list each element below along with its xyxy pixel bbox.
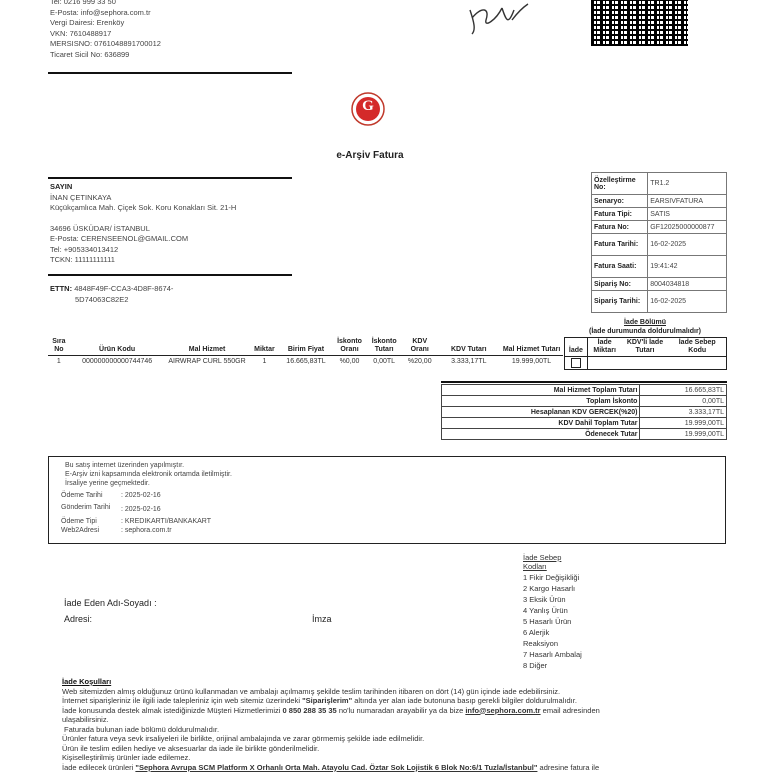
meta-row [592,195,727,208]
totals-table [441,384,727,440]
note-value: : 2025-02-16 [121,503,161,514]
note-key: Ödeme Tarihi [61,491,121,500]
condition-line: Web sitemizden almış olduğunuz ürünü kullanmadan ve ambalajı açılmamış şekilde teslim tarihinden itibaren on dört (14) gün içinde iade edebilirsiniz. [62,687,726,697]
condition-line [62,696,726,706]
col-header: İskonto Tutarı [366,337,402,356]
condition-line: ulaşabilirsiniz. [62,715,726,725]
seller-tel: Tel: 0216 999 33 50 [50,0,250,8]
total-row [442,429,727,440]
reason-item: 2 Kargo Hasarlı [523,583,613,594]
items-header-row [48,337,563,356]
iade-amount-cell[interactable] [621,357,668,370]
seller-tax-office: Vergi Dairesi: Erenköy [50,18,250,29]
note-line: E-Arşiv izni kapsamında elektronik ortamda iletilmiştir. [65,470,365,479]
reasons-title: İade Sebep [523,552,613,563]
condition-line [62,706,726,716]
tax-authority-logo [351,83,385,135]
items-table [48,337,563,367]
iade-col-header: KDV'li İade Tutarı [621,338,668,357]
col-header: Miktar [250,337,280,356]
condition-text: adresine fatura ile [537,763,599,772]
reasons-title-2: Kodları [523,561,613,572]
buyer-tel: Tel: +905334013412 [50,245,290,256]
iade-row [565,357,727,370]
return-signature-label: İmza [312,614,332,624]
cell-name: AIRWRAP CURL 550GR [164,356,249,368]
reason-item: 7 Hasarlı Ambalaj [523,649,613,660]
total-label: Hesaplanan KDV GERCEK(%20) [442,407,640,418]
note-line: İrsaliye yerine geçmektedir. [65,479,365,488]
note-value: : KREDIKARTI/BANKAKART [121,517,211,526]
seller-email: E-Posta: info@sephora.com.tr [50,8,250,19]
total-label: Mal Hizmet Toplam Tutarı [442,385,640,396]
total-value: 19.999,00TL [640,429,727,440]
total-label: Toplam İskonto [442,396,640,407]
meta-row [592,234,727,256]
meta-value: 16-02-2025 [648,291,727,313]
buyer-top-rule [48,177,292,179]
col-header: KDV Tutarı [437,337,500,356]
note-key: Gönderim Tarihi [61,503,121,514]
note-line: Bu satış internet üzerinden yapılmıştır. [65,461,365,470]
iade-qty-cell[interactable] [587,357,621,370]
buyer-heading: SAYIN [50,182,290,193]
meta-row [592,221,727,234]
meta-row [592,256,727,278]
total-value: 19.999,00TL [640,418,727,429]
condition-line: Ürünler fatura veya sevk irsaliyeleri ile birlikte, orijinal ambalajında ve zarar görmemiş şekilde iade edilmelidir. [62,734,726,744]
invoice-meta-table [591,172,727,313]
reason-item: 5 Hasarlı Ürün [523,616,613,627]
meta-value: 16-02-2025 [648,234,727,256]
return-conditions [62,677,726,772]
cell-unit-price: 16.665,83TL [279,356,332,368]
seller-trade-reg: Ticaret Sicil No: 636899 [50,50,250,61]
qr-code-image [591,0,688,46]
total-label: KDV Dahil Toplam Tutar [442,418,640,429]
note-value: : 2025-02-16 [121,491,161,500]
reason-item: 4 Yanlış Ürün [523,605,613,616]
cell-discount-rate: %0,00 [333,356,367,368]
col-header: KDV Oranı [402,337,438,356]
note-value: : sephora.com.tr [121,526,172,535]
col-header: Sıra No [48,337,70,356]
total-label: Ödenecek Tutar [442,429,640,440]
col-header: İskonto Oranı [333,337,367,356]
ettn-label: ETTN: [50,284,72,293]
logo-letter: G [351,98,385,115]
total-row [442,385,727,396]
condition-line: Kişiselleştirilmiş ürünler iade edilemez. [62,753,726,763]
meta-key: Fatura Saati: [592,256,648,278]
ettn-value-1: 4848F49F-CCA3-4D8F-8674- [74,284,173,293]
condition-text: İade edilecek ürünleri [62,763,135,772]
cell-discount-amount: 0,00TL [366,356,402,368]
iade-section-title: İade Bölümü [600,318,690,327]
seller-vkn: VKN: 7610488917 [50,29,250,40]
meta-value: TR1.2 [648,173,727,195]
cell-vat-rate: %20,00 [402,356,438,368]
return-reasons [523,552,613,671]
total-value: 0,00TL [640,396,727,407]
iade-section-subtitle: (İade durumunda doldurulmalıdır) [560,327,730,336]
email-link[interactable]: info@sephora.com.tr [465,706,540,715]
iade-col-header: İade [565,338,588,357]
col-header: Birim Fiyat [279,337,332,356]
document-title: e-Arşiv Fatura [295,150,445,161]
reason-item: 3 Eksik Ürün [523,594,613,605]
reason-item: 8 Diğer [523,660,613,671]
buyer-info [50,182,290,266]
condition-text: İade konusunda destek almak istediğinizde Müşteri Hizmetlerimizi [62,706,283,715]
meta-row [592,291,727,313]
total-row [442,407,727,418]
condition-line: Faturada bulunan iade bölümü doldurulmalıdır. [62,725,726,735]
cell-qty: 1 [250,356,280,368]
seller-mersis: MERSISNO: 0761048891700012 [50,39,250,50]
total-row [442,418,727,429]
buyer-address: Küçükçamlıca Mah. Çiçek Sok. Koru Konakları Sit. 21-H [50,203,290,214]
buyer-tckn: TCKN: 11111111111 [50,255,290,266]
meta-value: 19:41:42 [648,256,727,278]
iade-checkbox[interactable] [571,358,581,368]
cell-code: 000000000000744746 [70,356,165,368]
total-value: 3.333,17TL [640,407,727,418]
return-address: "Sephora Avrupa SCM Platform X Orhanlı Orta Mah. Atayolu Cad. Öztar Sok Lojistik 6 Blok No:6/1 Tuzla/İstanbul" [135,763,537,772]
buyer-name: İNAN ÇETINKAYA [50,193,290,204]
ettn-value-2: 5D74063C82E2 [50,295,128,304]
cell-total: 19.999,00TL [500,356,563,368]
note-key: Ödeme Tipi [61,517,121,526]
condition-emphasis: "Siparişlerim" [302,696,352,705]
cell-vat-amount: 3.333,17TL [437,356,500,368]
meta-key: Senaryo: [592,195,648,208]
iade-col-header: İade Sebep Kodu [668,338,726,357]
return-name-label: İade Eden Adı-Soyadı : [64,598,157,608]
condition-line [62,763,726,772]
meta-key: Özelleştirme No: [592,173,648,195]
col-header: Mal Hizmet Tutarı [500,337,563,356]
iade-header-row [565,338,727,357]
meta-key: Fatura No: [592,221,648,234]
signature-image [462,0,532,38]
iade-table [564,337,727,370]
meta-value: GF12025000000877 [648,221,727,234]
condition-line: Ürün ile teslim edilen hediye ve aksesuarlar da iade ile birlikte gönderilmelidir. [62,744,726,754]
buyer-bottom-rule [48,274,292,276]
note-key: Web2Adresi [61,526,121,535]
col-header: Ürün Kodu [70,337,165,356]
condition-text: altında yer alan iade butonuna basıp gerekli bilgiler doldurulmalıdır. [352,696,577,705]
meta-key: Fatura Tipi: [592,208,648,221]
meta-row [592,208,727,221]
total-row [442,396,727,407]
reason-item: 1 Fikir Değişikliği [523,572,613,583]
meta-row [592,278,727,291]
col-header: Mal Hizmet [164,337,249,356]
seller-info [50,0,250,60]
notes-box [48,456,726,544]
ettn [50,284,280,305]
condition-text: İnternet siparişleriniz ile ilgili iade talepleriniz için web sitemiz üzerindeki [62,696,302,705]
return-address-label: Adresi: [64,614,92,624]
conditions-title: İade Koşulları [62,677,726,687]
meta-key: Fatura Tarihi: [592,234,648,256]
total-value: 16.665,83TL [640,385,727,396]
iade-reason-cell[interactable] [668,357,726,370]
totals-top-rule [441,381,727,383]
condition-text: email adresinden [541,706,600,715]
buyer-city: 34696 ÜSKÜDAR/ İSTANBUL [50,224,290,235]
meta-value: EARSIVFATURA [648,195,727,208]
seller-underline [48,72,292,74]
meta-row [592,173,727,195]
cell-no: 1 [48,356,70,368]
meta-key: Sipariş No: [592,278,648,291]
iade-col-header: İade Miktarı [587,338,621,357]
reason-item: 6 Alerjik Reaksiyon [523,627,581,649]
condition-text: no'lu numaradan arayabilir ya da bize [337,706,466,715]
buyer-email: E-Posta: CERENSEENOL@GMAIL.COM [50,234,290,245]
meta-key: Sipariş Tarihi: [592,291,648,313]
phone-number: 0 850 288 35 35 [283,706,337,715]
meta-value: 8004034818 [648,278,727,291]
table-row [48,356,563,368]
meta-value: SATIS [648,208,727,221]
